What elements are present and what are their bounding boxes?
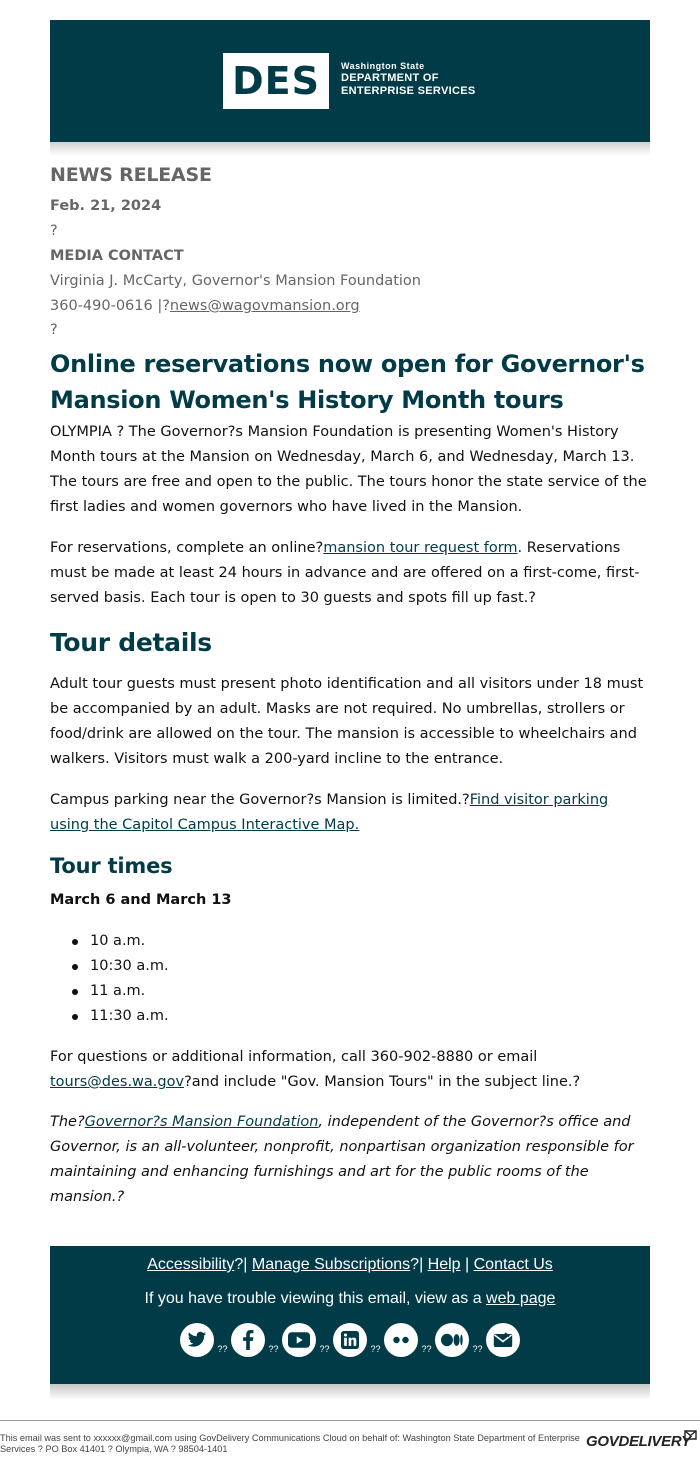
sent-to-notice: This email was sent to xxxxxx@gmail.com using GovDelivery Communications Cloud on behalf of: Washington State Department of Enterprise Services ? PO Box 41401 ? Olympia, WA ? 98504-1401 xyxy=(0,1433,580,1454)
spacer-mark-1: ? xyxy=(50,223,58,239)
list-item: 11:30 a.m. xyxy=(50,1004,169,1029)
parking-text: Campus parking near the Governor?s Mansion is limited.? xyxy=(50,792,470,808)
email-footer xyxy=(50,1246,650,1384)
linkedin-icon[interactable] xyxy=(333,1323,367,1357)
spacer-mark-2: ? xyxy=(50,322,58,338)
header-shadow xyxy=(50,142,650,156)
icon-gap-text: ?? xyxy=(370,1344,381,1354)
list-item: 11 a.m. xyxy=(50,979,169,1004)
web-page-link[interactable]: web page xyxy=(486,1290,556,1307)
email-header-banner xyxy=(50,20,650,142)
questions-text: For questions or additional information, call 360-902-8880 or email xyxy=(50,1049,538,1065)
icon-gap-text: ?? xyxy=(268,1344,279,1354)
parking-paragraph xyxy=(50,788,630,838)
governors-mansion-foundation-link[interactable]: Governor?s Mansion Foundation xyxy=(84,1114,319,1130)
facebook-icon[interactable] xyxy=(231,1323,265,1357)
des-logo: DES xyxy=(223,53,329,109)
email-icon[interactable] xyxy=(486,1323,520,1357)
youtube-icon[interactable] xyxy=(282,1323,316,1357)
help-link[interactable]: Help xyxy=(427,1256,461,1273)
icon-gap-text: ?? xyxy=(319,1344,330,1354)
tour-details-heading: Tour details xyxy=(50,628,212,657)
media-contact-name: Virginia J. McCarty, Governor's Mansion Foundation xyxy=(50,273,421,289)
tour-dates: March 6 and March 13 xyxy=(50,892,232,908)
logo-line-1: Washington State xyxy=(341,61,425,71)
tour-times-list xyxy=(50,929,169,1029)
mansion-tour-request-form-link[interactable]: mansion tour request form xyxy=(323,540,518,556)
logo-line-3: ENTERPRISE SERVICES xyxy=(341,85,476,97)
footer-separator: | xyxy=(460,1256,474,1273)
icon-gap-text: ?? xyxy=(421,1344,432,1354)
list-item: 10:30 a.m. xyxy=(50,954,169,979)
contact-us-link[interactable]: Contact Us xyxy=(473,1256,553,1273)
tour-details-paragraph: Adult tour guests must present photo identification and all visitors under 18 must be accompanied by an adult. Masks are not required. No umbrellas, strollers or food/drink are allowed on the tour. The mansion is accessible to wheelchairs and walkers. Visitors must walk a 200-yard incline to the entrance. xyxy=(50,676,644,767)
visitor-parking-map-link[interactable]: Find visitor parking using the Capitol Campus Interactive Map. xyxy=(50,792,609,833)
view-as-webpage-line xyxy=(50,1290,650,1308)
headline: Online reservations now open for Governor's Mansion Women's History Month tours xyxy=(50,350,645,414)
flickr-icon[interactable] xyxy=(384,1323,418,1357)
media-contact-phone: 360-490-0616 |? xyxy=(50,298,170,314)
intro-paragraph: OLYMPIA ? The Governor?s Mansion Foundation is presenting Women's History Month tours at the Mansion on Wednesday, March 6, and Wednesday, March 13. The tours are free and open to the public. The tours honor the state service of the first ladies and women governors who have lived in the Mansion. xyxy=(50,424,647,515)
icon-gap-text: ?? xyxy=(217,1344,228,1354)
foundation-text-before: The? xyxy=(50,1114,85,1130)
media-contact-phone-line xyxy=(50,298,360,314)
govdelivery-logo[interactable] xyxy=(586,1433,691,1450)
reservations-text-after: . Reservations must be made at least 24 hours in advance and are offered on a first-come, first-served basis. Each tour is open to 30 guests and spots fill up fast.? xyxy=(50,540,640,606)
des-logo-text xyxy=(341,60,475,98)
tours-email-link[interactable]: tours@des.wa.gov xyxy=(50,1074,185,1090)
news-release-label: NEWS RELEASE xyxy=(50,164,212,186)
questions-paragraph xyxy=(50,1045,650,1095)
media-contact-label: MEDIA CONTACT xyxy=(50,248,184,264)
manage-subscriptions-link[interactable]: Manage Subscriptions xyxy=(251,1256,411,1273)
tour-times-heading: Tour times xyxy=(50,854,173,878)
envelope-icon xyxy=(684,1429,698,1441)
govdelivery-logo-text: GOVDELIVERY xyxy=(586,1433,691,1450)
foundation-text-after: , independent of the Governor?s office and Governor, is an all-volunteer, nonprofit, nonpartisan organization responsible for maintaining and enhancing furnishings and art for the public rooms of the mansion.? xyxy=(50,1114,634,1205)
foundation-paragraph xyxy=(50,1110,640,1210)
accessibility-link[interactable]: Accessibility xyxy=(147,1256,235,1273)
bottom-divider xyxy=(0,1420,700,1421)
medium-icon[interactable] xyxy=(435,1323,469,1357)
view-text: If you have trouble viewing this email, view as a xyxy=(144,1290,487,1307)
reservations-paragraph xyxy=(50,536,650,611)
list-item: 10 a.m. xyxy=(50,929,169,954)
footer-separator: ?| xyxy=(234,1256,252,1273)
twitter-icon[interactable] xyxy=(180,1323,214,1357)
media-contact-email-link[interactable]: news@wagovmansion.org xyxy=(169,298,360,314)
reservations-text-before: For reservations, complete an online? xyxy=(50,540,324,556)
logo-line-2: DEPARTMENT OF xyxy=(341,72,439,84)
icon-gap-text: ?? xyxy=(472,1344,483,1354)
footer-separator: ?| xyxy=(410,1256,428,1273)
release-date: Feb. 21, 2024 xyxy=(50,198,162,214)
questions-text-after: ?and include "Gov. Mansion Tours" in the subject line.? xyxy=(184,1074,581,1090)
footer-links xyxy=(50,1256,650,1274)
footer-shadow xyxy=(50,1384,650,1400)
social-icons-row xyxy=(180,1323,520,1357)
